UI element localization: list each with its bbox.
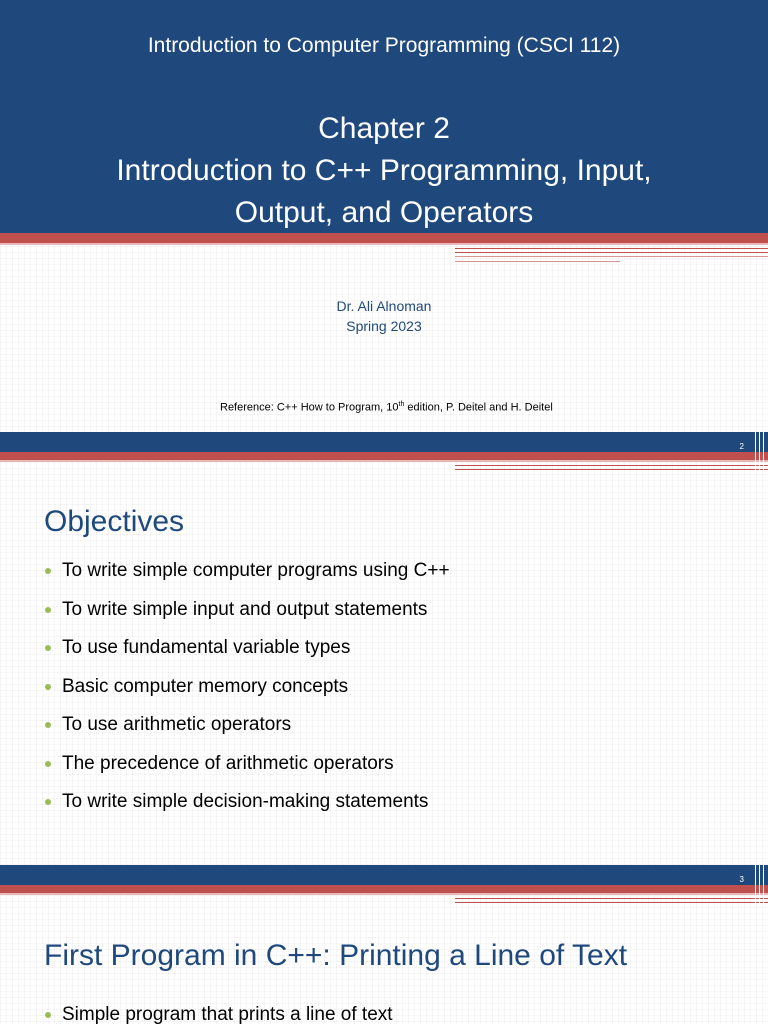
list-item [44, 714, 450, 753]
chapter-line-3: Output, and Operators [234, 196, 534, 229]
term: Spring 2023 [346, 318, 422, 334]
author-name: Dr. Ali Alnoman [336, 298, 432, 314]
title-slide [0, 0, 768, 432]
reference-prefix: Reference: C++ How to Program, 10 [220, 401, 399, 414]
list-item-text: To write simple decision-making statements [62, 791, 429, 812]
slide-number: 3 [739, 875, 744, 884]
objectives-slide [0, 432, 768, 865]
first-program-slide [0, 865, 768, 1024]
list-item-text: To write simple input and output statements [62, 598, 428, 620]
chapter-line-1: Chapter 2 [318, 112, 450, 145]
corner-decoration [754, 865, 768, 903]
slide-heading: First Program in C++: Printing a Line of Text [44, 939, 628, 972]
list-item-text: Simple program that prints a line of text [62, 1004, 393, 1024]
decorative-stripes [0, 893, 768, 907]
list-item-text: To use arithmetic operators [62, 714, 292, 735]
slide-heading: Objectives [44, 505, 185, 538]
program-list [44, 1004, 393, 1024]
list-item [44, 599, 450, 638]
author-block [0, 296, 768, 336]
objectives-list [44, 560, 450, 830]
bullet-dot-icon [45, 684, 51, 690]
list-item-text: To use fundamental variable types [62, 637, 351, 658]
list-item [44, 1004, 393, 1024]
bullet-dot-icon [45, 645, 51, 651]
bullet-dot-icon [45, 607, 51, 613]
list-item-text: To write simple computer programs using C++ [62, 560, 450, 581]
reference-note [220, 401, 553, 414]
list-item-text: Basic computer memory concepts [62, 675, 349, 697]
course-title: Introduction to Computer Programming (CSCI 112) [147, 34, 621, 57]
header-bar-blue [0, 432, 768, 452]
list-item [44, 637, 450, 676]
reference-superscript: th [398, 401, 405, 408]
header-bar-blue [0, 865, 768, 885]
header-bar-red [0, 885, 768, 893]
title-red-stripe [0, 233, 768, 243]
list-item [44, 791, 450, 830]
decorative-stripes [0, 460, 768, 474]
bullet-dot-icon [45, 799, 51, 805]
bullet-dot-icon [45, 722, 51, 728]
list-item [44, 753, 450, 792]
reference-suffix: edition, P. Deitel and H. Deitel [404, 401, 553, 414]
list-item [44, 676, 450, 715]
bullet-dot-icon [45, 1012, 51, 1018]
chapter-line-2: Introduction to C++ Programming, Input, [116, 154, 652, 187]
list-item-text: The precedence of arithmetic operators [62, 752, 394, 774]
chapter-title [0, 108, 768, 234]
corner-decoration [754, 432, 768, 470]
slide-number: 2 [739, 442, 744, 451]
decorative-stripes [0, 243, 768, 267]
header-bar-red [0, 452, 768, 460]
list-item [44, 560, 450, 599]
bullet-dot-icon [45, 761, 51, 767]
bullet-dot-icon [45, 568, 51, 574]
